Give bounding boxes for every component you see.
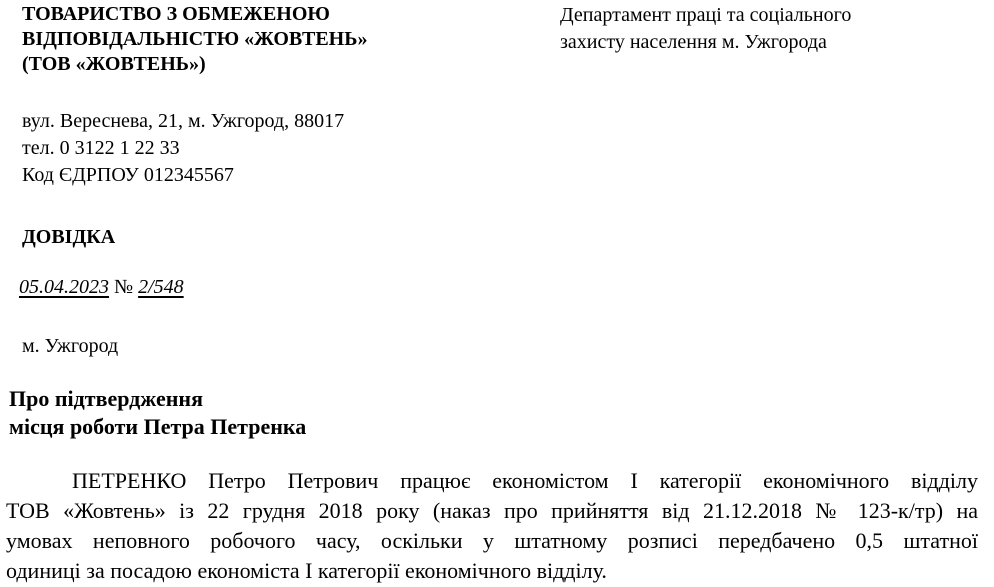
- date-number-line: [19, 276, 184, 299]
- subject-line-2: місця роботи Петра Петренка: [9, 414, 307, 439]
- sender-address-block: [22, 108, 492, 189]
- recipient-block: [560, 2, 960, 56]
- body-line-1: ПЕТРЕНКО Петро Петрович працює економістом І категорії економічного відділу: [72, 468, 978, 493]
- body-line-2: ТОВ «Жовтень» із 22 грудня 2018 року (наказ про прийняття від 21.12.2018 № 123-к/тр) на: [6, 498, 978, 523]
- body-line-4: одиниці за посадою економіста І категорії економічного відділу.: [6, 558, 607, 583]
- sender-name-line-1: ТОВАРИСТВО З ОБМЕЖЕНОЮ: [22, 3, 330, 25]
- sender-name-line-2: ВІДПОВІДАЛЬНІСТЮ «ЖОВТЕНЬ»: [22, 28, 368, 50]
- sender-name-line-3: (ТОВ «ЖОВТЕНЬ»): [22, 53, 206, 75]
- doc-number: 2/548: [138, 276, 184, 298]
- recipient-line-1: Департамент праці та соціального: [560, 4, 852, 26]
- subject-block: [9, 385, 609, 441]
- number-sign: №: [114, 276, 134, 298]
- recipient-line-2: захисту населення м. Ужгорода: [560, 31, 827, 53]
- sender-edrpou-line: Код ЄДРПОУ 012345567: [22, 164, 234, 186]
- document-title: ДОВІДКА: [22, 226, 116, 248]
- sender-phone-line: тел. 0 3122 1 22 33: [22, 137, 180, 159]
- sender-name-block: [22, 2, 492, 77]
- body-paragraph: [6, 466, 978, 586]
- doc-date: 05.04.2023: [19, 276, 109, 298]
- body-line-3: умовах неповного робочого часу, оскільки у штатному розписі передбачено 0,5 штатної: [6, 528, 978, 553]
- place-line: м. Ужгород: [22, 335, 119, 357]
- sender-street-line: вул. Вереснева, 21, м. Ужгород, 88017: [22, 110, 345, 132]
- subject-line-1: Про підтвердження: [9, 386, 203, 411]
